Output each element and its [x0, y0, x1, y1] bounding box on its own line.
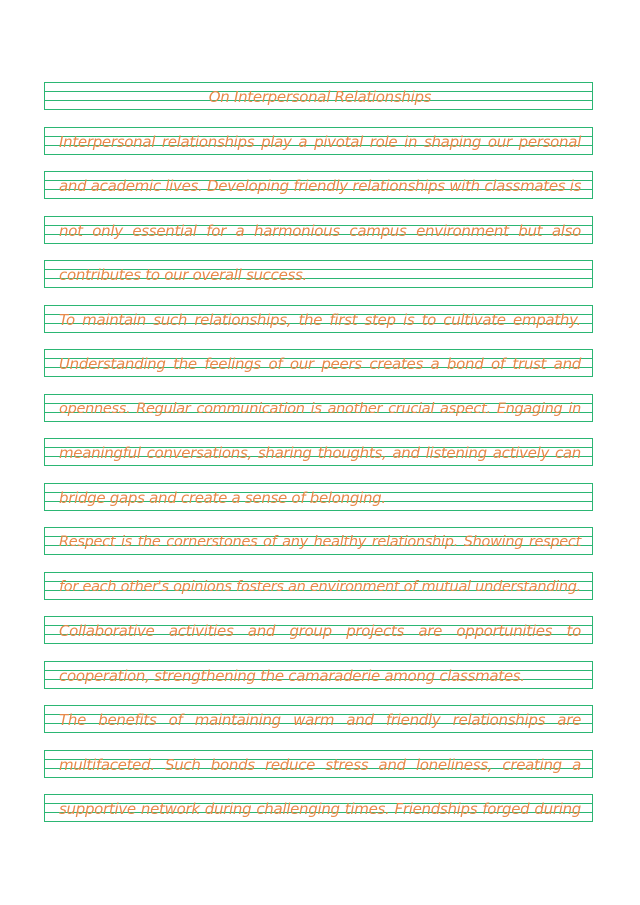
text-line: not only essential for a harmonious campus environment but also	[59, 222, 581, 240]
text-line: Understanding the feelings of our peers creates a bond of trust and	[59, 355, 581, 373]
writing-band	[44, 394, 593, 422]
writing-band	[44, 349, 593, 377]
text-line: supportive network during challenging times. Friendships forged during	[59, 800, 581, 818]
writing-band	[44, 171, 593, 199]
writing-band	[44, 305, 593, 333]
text-line: multifaceted. Such bonds reduce stress and loneliness, creating a	[59, 756, 581, 774]
writing-band	[44, 705, 593, 733]
text-line: bridge gaps and create a sense of belonging.	[59, 489, 386, 507]
writing-band	[44, 483, 593, 511]
text-line: openness. Regular communication is another crucial aspect. Engaging in	[59, 401, 581, 417]
text-line: To maintain such relationships, the first step is to cultivate empathy.	[59, 311, 581, 329]
writing-band	[44, 661, 593, 689]
text-line: Collaborative activities and group projects are opportunities to	[59, 622, 581, 640]
writing-band	[44, 216, 593, 244]
title-band	[44, 82, 593, 110]
writing-band	[44, 616, 593, 644]
writing-band	[44, 572, 593, 600]
writing-band	[44, 794, 593, 822]
text-line: contributes to our overall success.	[59, 266, 308, 284]
text-line: meaningful conversations, sharing thoughts, and listening actively can	[59, 444, 581, 462]
text-line: cooperation, strengthening the camaraderie among classmates.	[59, 667, 525, 685]
text-line: The benefits of maintaining warm and friendly relationships are	[59, 711, 581, 729]
writing-band	[44, 127, 593, 155]
document-title: On Interpersonal Relationships	[208, 88, 432, 106]
writing-band	[44, 750, 593, 778]
text-line: Respect is the cornerstones of any healthy relationship. Showing respect	[59, 534, 581, 550]
writing-band	[44, 527, 593, 555]
text-line: Interpersonal relationships play a pivotal role in shaping our personal	[59, 133, 581, 151]
writing-band	[44, 260, 593, 288]
text-line: and academic lives. Developing friendly relationships with classmates is	[59, 177, 582, 195]
text-line: for each other's opinions fosters an environment of mutual understanding.	[59, 579, 581, 595]
writing-band	[44, 438, 593, 466]
